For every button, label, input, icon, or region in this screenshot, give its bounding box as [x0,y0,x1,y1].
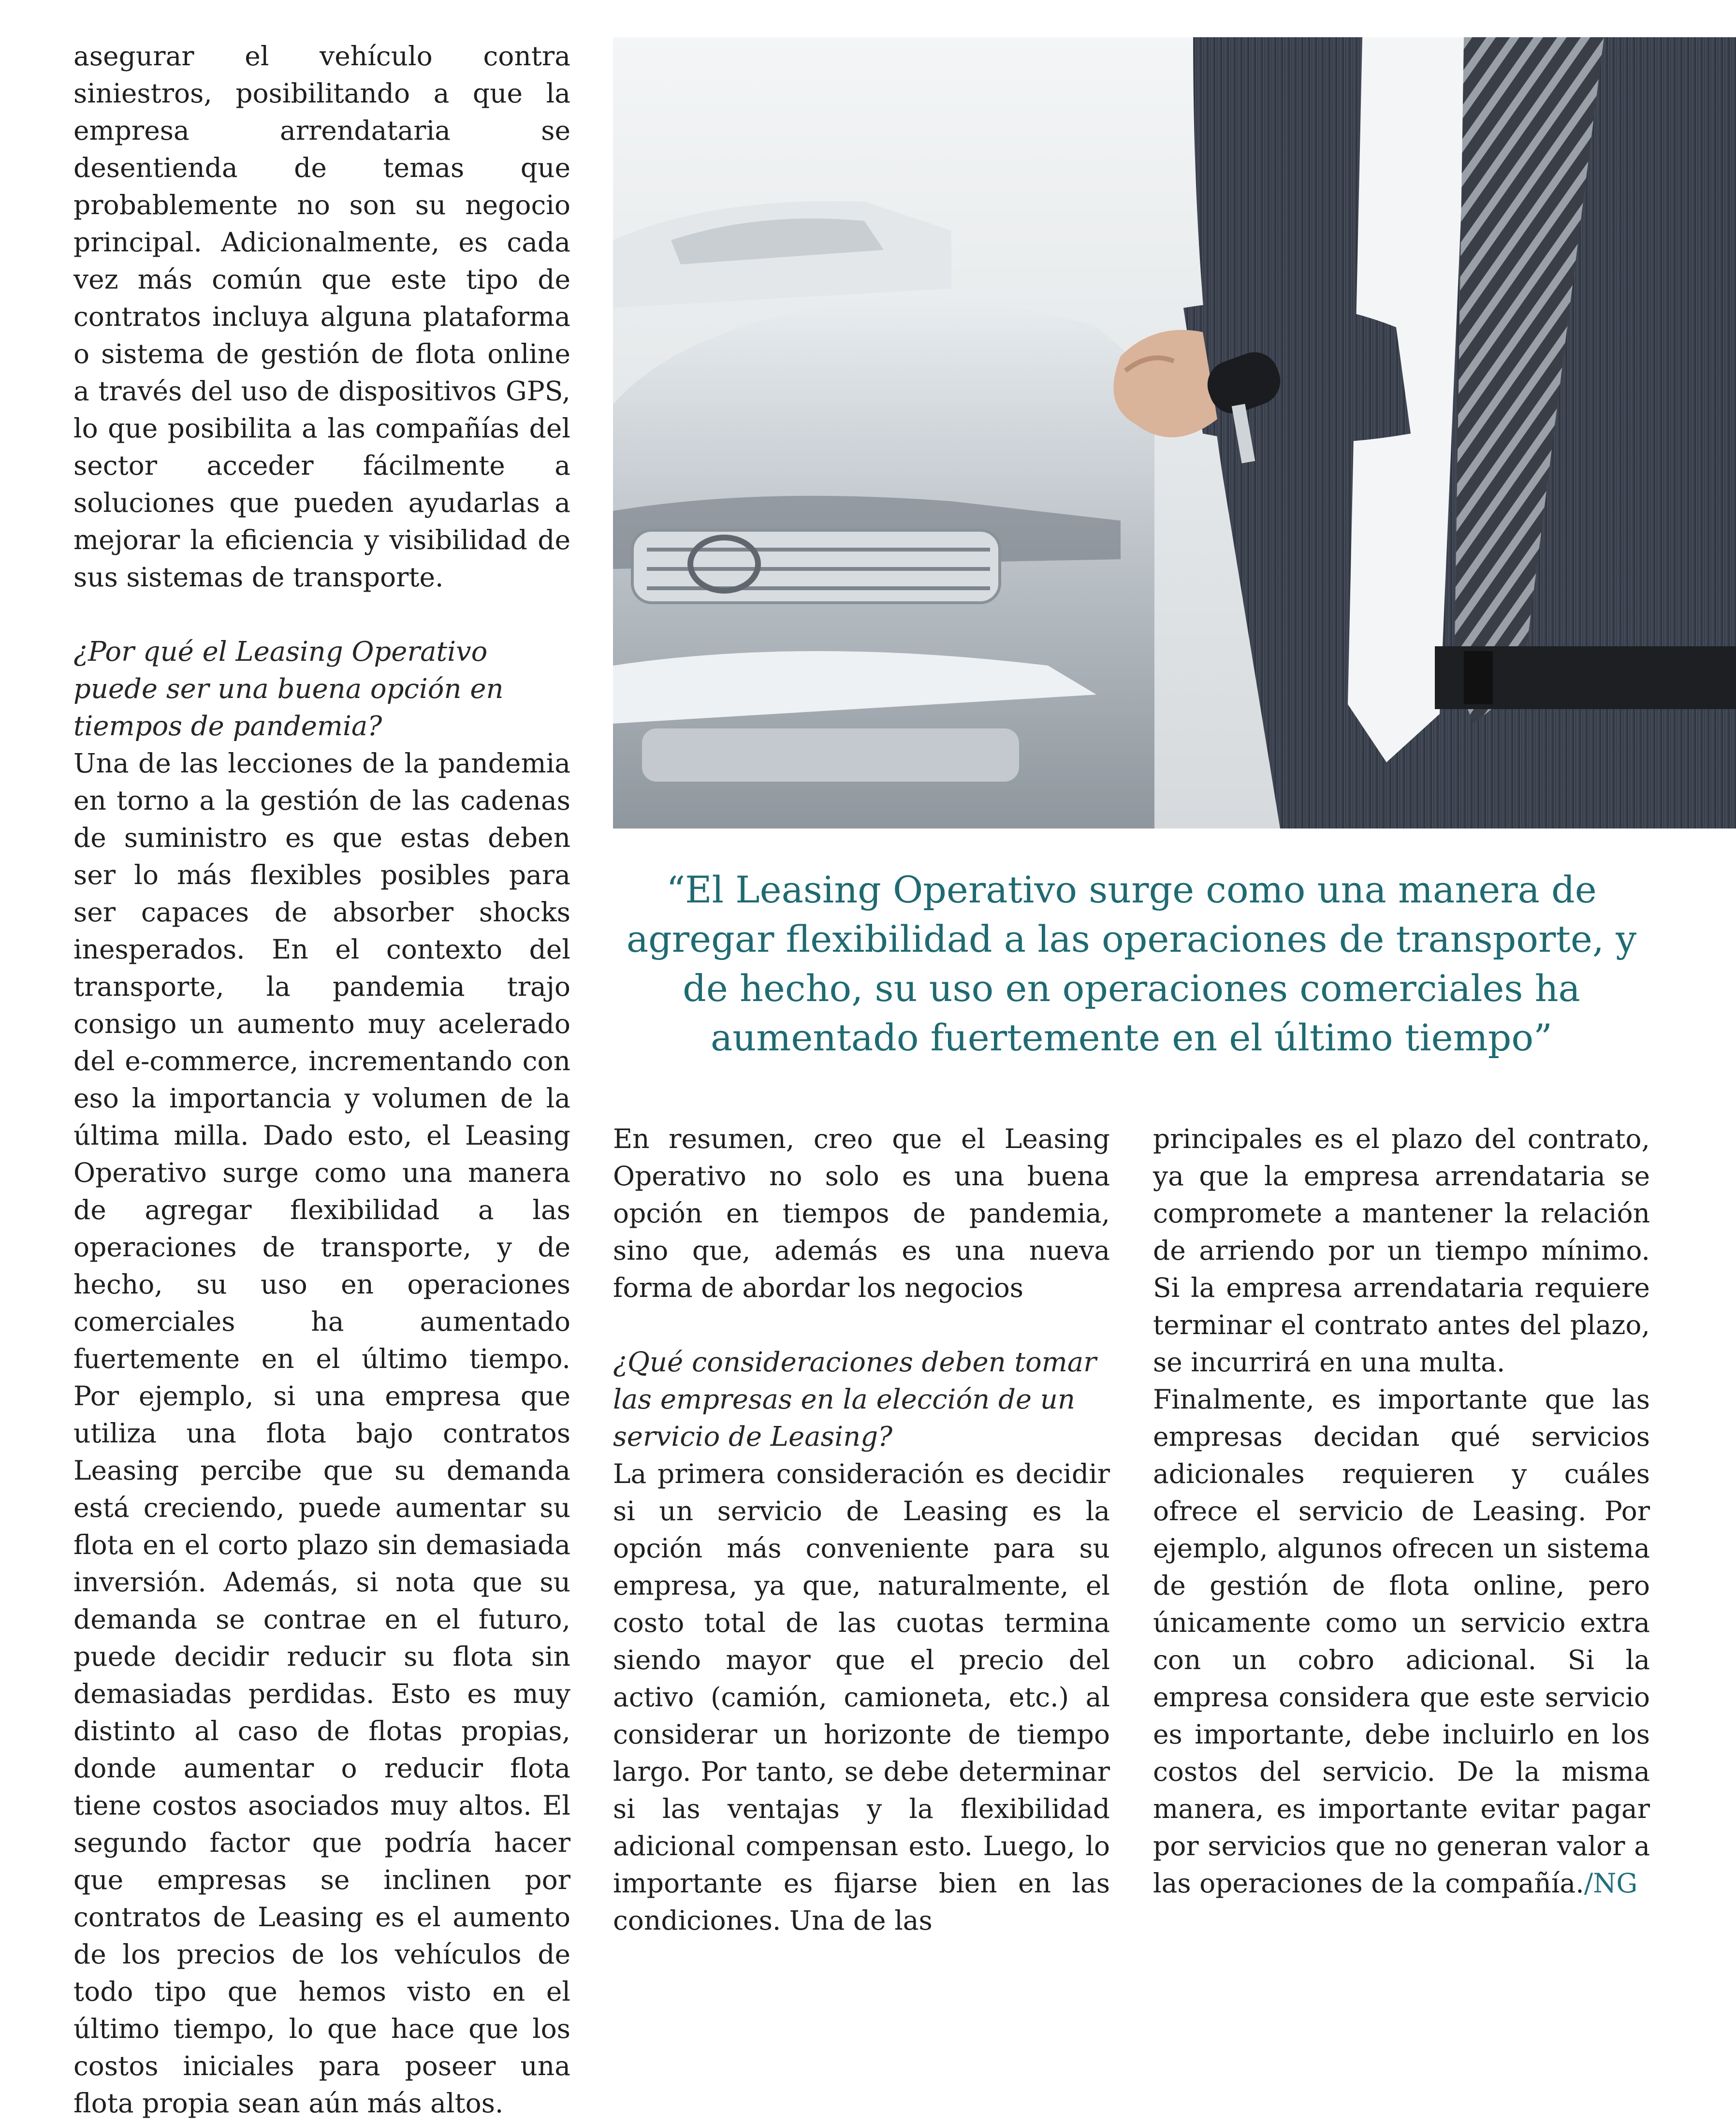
contract-paragraph: principales es el plazo del contrato, ya que la empresa arrendataria se compromete a mantener la relación de arriendo por un tiempo mínimo. Si la empresa arrendataria requiere terminar el contrato antes del plazo, se incurrirá en una multa. [1153,1123,1650,1378]
pandemic-paragraph: Una de las lecciones de la pandemia en torno a la gestión de las cadenas de suministro es que estas deben ser lo más flexibles posibles para ser capaces de absorber shocks inesperados. En el contexto del transporte, la pandemia trajo consigo un aumento muy acelerado del e-commerce, incrementando con eso la importancia y volumen de la última milla. Dado esto, el Leasing Operativo surge como una manera de agregar flexibilidad a las operaciones de transporte, y de hecho, su uso en operaciones comerciales ha aumentado fuertemente en el último tiempo. Por ejemplo, si una empresa que utiliza una flota bajo contratos Leasing percibe que su demanda está creciendo, puede aumentar su flota en el corto plazo sin demasiada inversión. Además, si nota que su demanda se contrae en el futuro, puede decidir reducir su flota sin demasiadas perdidas. Esto es muy distinto al caso de flotas propias, donde aumentar o reducir flota tiene costos asociados muy altos. El segundo factor que podría hacer que empresas se inclinen por contratos de Leasing es el aumento de los precios de los vehículos de todo tipo que hemos visto en el último tiempo, lo que hace que los costos iniciales para poseer una flota propia sean aún más altos. [73,748,570,2119]
car-key-handover-image [613,37,1736,828]
article-photo [613,37,1736,828]
intro-paragraph: asegurar el vehículo contra siniestros, posibilitando a que la empresa arrendataria se desentienda de temas que probablemente no son su negocio principal. Adicionalmente, es cada vez más común que este tipo de contratos incluya alguna plataforma o sistema de gestión de flota online a través del uso de dispositivos GPS, lo que posibilita a las compañías del sector acceder fácilmente a soluciones que pueden ayudarlas a mejorar la eficiencia y visibilidad de sus sistemas de transporte. [73,41,570,593]
final-paragraph [1153,1381,1650,1902]
author-signature: /NG [1584,1868,1638,1899]
considerations-paragraph: La primera consideración es decidir si un servicio de Leasing es la opción más conveniente para su empresa, ya que, naturalmente, el costo total de las cuotas termina siendo mayor que el precio del activo (camión, camioneta, etc.) al considerar un horizonte de tiempo largo. Por tanto, se debe determinar si las ventajas y la flexibilidad adicional compensan esto. Luego, lo importante es fijarse bien en las condiciones. Una de las [613,1458,1110,1936]
section-heading-pandemic: ¿Por qué el Leasing Operativo puede ser una buena opción en tiempos de pandemia? [73,636,504,742]
middle-column [613,1120,1110,1939]
right-column [1153,1120,1650,1902]
paragraph-spacer [613,1307,1110,1344]
pull-quote: “El Leasing Operativo surge como una manera de agregar flexibilidad a las operaciones de transporte, y de hecho, su uso en operaciones comerciales ha aumentado fuertemente en el último tiempo” [626,868,1637,1059]
left-column [73,38,570,2122]
final-paragraph-text: Finalmente, es importante que las empresas decidan qué servicios adicionales requieren y cuáles ofrece el servicio de Leasing. Por ejemplo, algunos ofrecen un sistema de gestión de flota online, pero únicamente como un servicio extra con un cobro adicional. Si la empresa considera que este servicio es importante, debe incluirlo en los costos del servicio. De la misma manera, es importante evitar pagar por servicios que no generan valor a las operaciones de la compañía. [1153,1384,1650,1899]
section-heading-considerations: ¿Qué consideraciones deben tomar las empresas en la elección de un servicio de Leasing? [613,1347,1096,1453]
paragraph-spacer [73,596,570,633]
summary-paragraph: En resumen, creo que el Leasing Operativo no solo es una buena opción en tiempos de pandemia, sino que, además es una nueva forma de abordar los negocios [613,1123,1110,1303]
